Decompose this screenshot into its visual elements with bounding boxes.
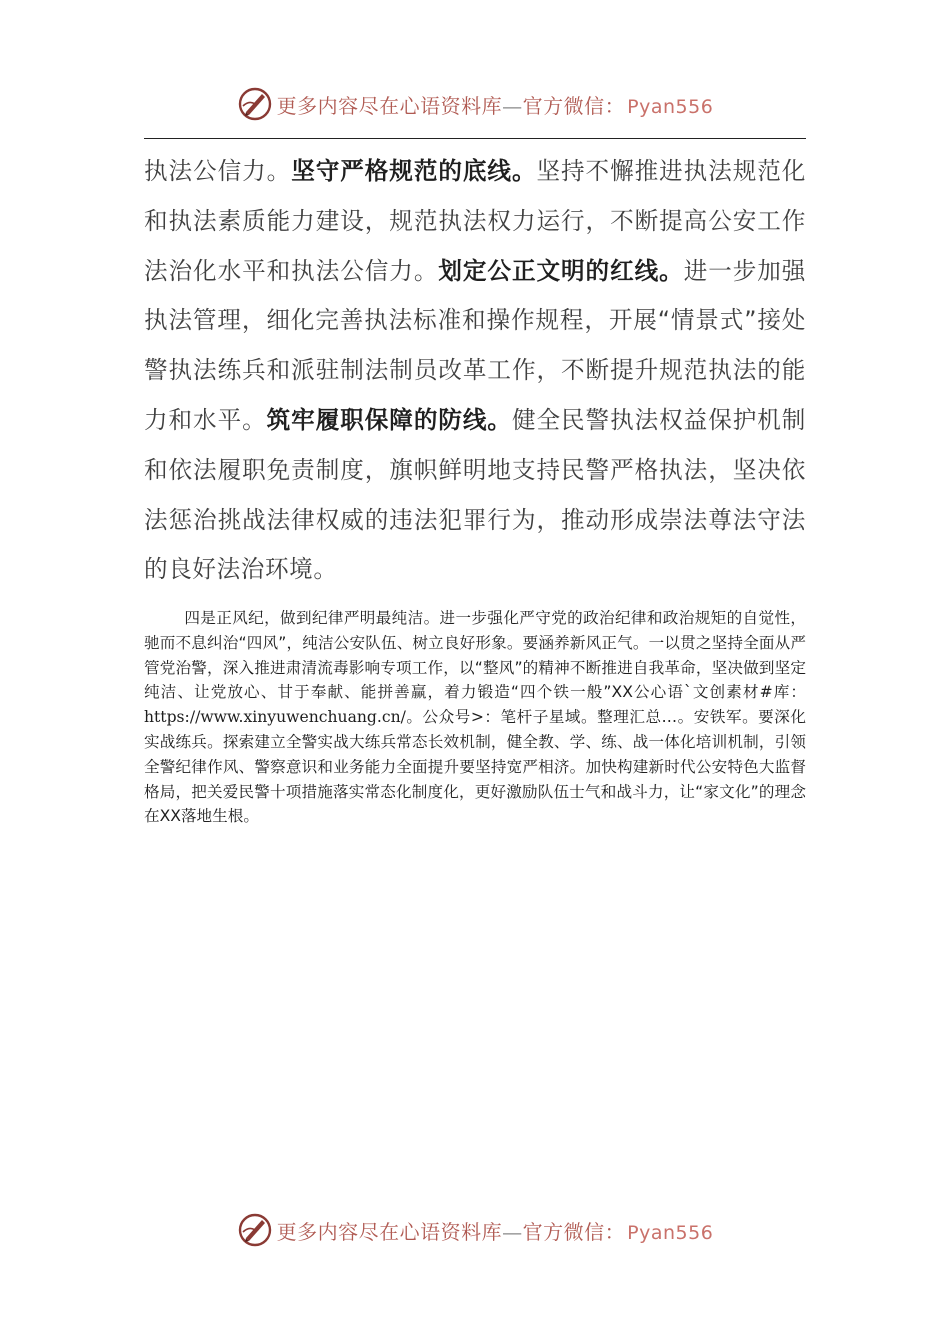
banner-dash: — — [502, 1219, 523, 1244]
p2-text-b: 。公众号>：笔杆子星域。整理汇总…。安铁军。要深化实战练兵。探索建立全警实战大练兵常态长效机制，健全教、学、练、战一体化培训机制，引领全警纪律作风、警察意识和业务能力全面提升要坚持宽严相济。加快构建新时代公安特色大监督格局，把关爱民警十项措施落实常态化制度化，更好激励队伍士气和战斗力，让“家文化”的理念在XX落地生根。 — [144, 708, 806, 826]
p1-bold-heading-2: 划定公正文明的红线。 — [438, 256, 684, 285]
banner-wechat-id: Pyan556 — [627, 95, 714, 118]
body-paragraph-small — [144, 606, 806, 829]
p2-url: https://www.xinyuwenchuang.cn/ — [144, 708, 406, 727]
header-rule — [144, 138, 806, 139]
body-paragraph-large — [144, 147, 806, 595]
banner-main-text: 更多内容尽在心语资料库 — [276, 93, 503, 118]
banner-main-text: 更多内容尽在心语资料库 — [276, 1219, 503, 1244]
banner-text — [277, 1216, 714, 1245]
footer-banner — [0, 1210, 950, 1250]
p1-bold-heading-3: 筑牢履职保障的防线。 — [266, 405, 512, 434]
p1-text-c: 坚持不懈推进执法规范化和执法素质能力建设，规范执法权力运行，不断提高公安工作法治化水平和执法公信力。 — [144, 157, 806, 285]
p1-bold-heading-1: 坚守严格规范的底线。 — [291, 157, 537, 185]
banner-dash: — — [502, 93, 523, 118]
pen-logo-icon — [237, 1212, 273, 1248]
pen-logo-icon — [237, 86, 273, 122]
p1-text-e: 健全民警执法权益保护机制和依法履职免责制度，旗帜鲜明地支持民警严格执法，坚决依法惩治挑战法律权威的违法犯罪行为，推动形成崇法尊法守法的良好法治环境。 — [144, 405, 807, 584]
banner-text — [277, 90, 714, 119]
p1-text-d: 进一步加强执法管理，细化完善执法标准和操作规程，开展“情景式”接处警执法练兵和派驻制法制员改革工作，不断提升规范执法的能力和水平。 — [144, 256, 807, 434]
header-banner — [0, 84, 950, 124]
p2-text-a: 四是正风纪，做到纪律严明最纯洁。进一步强化严守党的政治纪律和政治规矩的自觉性，驰而不息纠治“四风”，纯洁公安队伍、树立良好形象。要涵养新风正气。一以贯之坚持全面从严管党治警，深入推进肃清流毒影响专项工作，以“整风”的精神不断推进自我革命，坚决做到坚定纯洁、让党放心、甘于奉献、能拼善赢，着力锻造“四个铁一般”XX公心语`文创素材#库： — [144, 609, 806, 702]
p1-text-a: 执法公信力。 — [144, 157, 292, 185]
banner-wechat-label: 官方微信： — [522, 1219, 626, 1244]
banner-wechat-id: Pyan556 — [627, 1221, 714, 1244]
banner-wechat-label: 官方微信： — [522, 93, 626, 118]
